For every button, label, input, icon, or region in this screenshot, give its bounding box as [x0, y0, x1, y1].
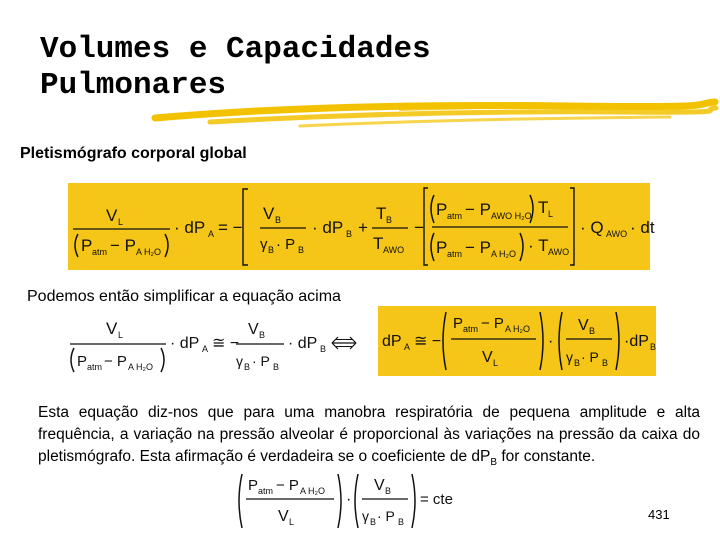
svg-text:B: B: [275, 215, 282, 225]
svg-text:A H₂O: A H₂O: [136, 247, 162, 257]
svg-text:·dP: ·dP: [624, 333, 649, 350]
svg-text:γ: γ: [566, 349, 573, 365]
svg-text:atm: atm: [92, 247, 108, 257]
svg-text:· dP: · dP: [170, 335, 200, 352]
svg-text:A H₂O: A H₂O: [300, 486, 326, 496]
title-line-1: Volumes e Capacidades: [40, 32, 431, 67]
svg-text:V: V: [106, 206, 118, 225]
svg-text:P: P: [81, 236, 93, 255]
svg-text:V: V: [248, 321, 259, 338]
svg-text:B: B: [370, 517, 377, 527]
simplification-note: Podemos então simplificar a equação acima: [27, 288, 341, 305]
svg-text:V: V: [278, 508, 289, 525]
svg-text:V: V: [578, 317, 589, 334]
svg-text:= −: = −: [218, 218, 243, 237]
svg-text:· P: · P: [252, 353, 270, 369]
subtitle: Pletismógrafo corporal global: [20, 145, 247, 162]
title-underline-brush: [150, 98, 720, 132]
svg-text:= cte: = cte: [420, 491, 453, 508]
svg-text:B: B: [574, 358, 581, 368]
svg-text:A: A: [202, 344, 209, 354]
slide-title: [40, 32, 431, 104]
svg-text:T: T: [376, 204, 387, 223]
svg-text:· T: · T: [528, 236, 549, 255]
equation-1: [68, 183, 655, 270]
svg-text:· P: · P: [581, 349, 599, 365]
svg-text:− P: − P: [276, 477, 299, 494]
svg-text:· P: · P: [377, 508, 395, 524]
svg-text:A: A: [208, 229, 215, 239]
svg-text:AWO: AWO: [606, 229, 628, 239]
svg-text:A H₂O: A H₂O: [505, 324, 531, 334]
svg-text:B: B: [589, 326, 596, 336]
svg-text:L: L: [289, 517, 295, 527]
equation-1-box: [68, 183, 655, 270]
svg-text:L: L: [118, 217, 124, 227]
title-line-2: Pulmonares: [40, 68, 227, 103]
svg-text:V: V: [482, 349, 493, 366]
svg-text:T: T: [373, 234, 384, 253]
svg-text:atm: atm: [463, 324, 479, 334]
svg-text:L: L: [493, 358, 499, 368]
svg-text:·: ·: [346, 491, 352, 508]
svg-text:P: P: [436, 200, 448, 219]
svg-text:· dP: · dP: [312, 218, 344, 237]
svg-text:− P: − P: [465, 200, 491, 219]
svg-text:B: B: [386, 215, 393, 225]
svg-text:· dP: · dP: [174, 218, 206, 237]
svg-text:atm: atm: [447, 211, 463, 221]
svg-text:· dP: · dP: [288, 335, 318, 352]
svg-text:γ: γ: [260, 236, 268, 253]
svg-text:B: B: [385, 486, 392, 496]
svg-text:AWO: AWO: [548, 247, 570, 257]
svg-text:dP: dP: [382, 333, 402, 350]
svg-text:B: B: [273, 362, 280, 372]
svg-text:− P: − P: [110, 236, 136, 255]
equation-3-box: [378, 306, 656, 376]
svg-text:− P: − P: [481, 315, 504, 332]
svg-text:B: B: [244, 362, 251, 372]
svg-text:B: B: [259, 330, 266, 340]
svg-text:atm: atm: [258, 486, 274, 496]
svg-text:· Q: · Q: [580, 218, 604, 237]
page-number: 431: [648, 507, 670, 522]
svg-text:B: B: [650, 342, 657, 352]
svg-text:A: A: [404, 342, 411, 352]
equation-4: [234, 470, 464, 532]
explanation-paragraph: [38, 402, 700, 474]
paragraph-text: Esta equação diz-nos que para uma manobra respiratória de pequena amplitude e alta frequência, a variação na pressão alveolar é proporcional às variações na pressão da caixa do pletismógrafo. Esta afirmação é verdadeira se o coeficiente de dP: [38, 404, 700, 465]
paragraph-text-end: for constante.: [497, 448, 596, 465]
svg-text:V: V: [374, 477, 385, 494]
equation-3: [378, 306, 656, 376]
equivalence-arrow-icon: [330, 335, 358, 351]
svg-text:B: B: [298, 245, 305, 255]
svg-text:B: B: [268, 245, 275, 255]
svg-text:A H₂O: A H₂O: [128, 362, 154, 372]
svg-text:AWO H₂O: AWO H₂O: [491, 211, 532, 221]
svg-text:P: P: [77, 353, 88, 370]
svg-text:AWO: AWO: [383, 245, 405, 255]
svg-text:· P: · P: [276, 236, 296, 253]
svg-text:− P: − P: [465, 238, 491, 257]
svg-text:− P: − P: [104, 353, 127, 370]
svg-text:atm: atm: [87, 362, 103, 372]
svg-text:T: T: [538, 198, 549, 217]
svg-text:≅ −: ≅ −: [414, 333, 442, 350]
svg-text:atm: atm: [447, 249, 463, 259]
svg-text:B: B: [398, 517, 405, 527]
svg-text:V: V: [263, 204, 275, 223]
svg-text:γ: γ: [362, 508, 369, 524]
svg-text:V: V: [106, 319, 118, 338]
svg-text:+: +: [358, 218, 368, 237]
svg-text:A H₂O: A H₂O: [491, 249, 517, 259]
svg-text:−: −: [414, 218, 424, 237]
svg-text:·: ·: [548, 333, 554, 350]
svg-text:· dt: · dt: [630, 218, 655, 237]
svg-text:P: P: [248, 477, 259, 494]
svg-text:≅ −: ≅ −: [212, 335, 240, 352]
svg-text:L: L: [548, 209, 554, 219]
svg-text:P: P: [453, 315, 464, 332]
svg-text:P: P: [436, 238, 448, 257]
svg-text:B: B: [602, 358, 609, 368]
paragraph-subscript: B: [490, 457, 498, 469]
equation-2: [66, 312, 366, 382]
svg-text:B: B: [320, 344, 327, 354]
svg-text:γ: γ: [236, 353, 243, 369]
svg-text:L: L: [118, 330, 124, 340]
svg-text:B: B: [346, 229, 353, 239]
